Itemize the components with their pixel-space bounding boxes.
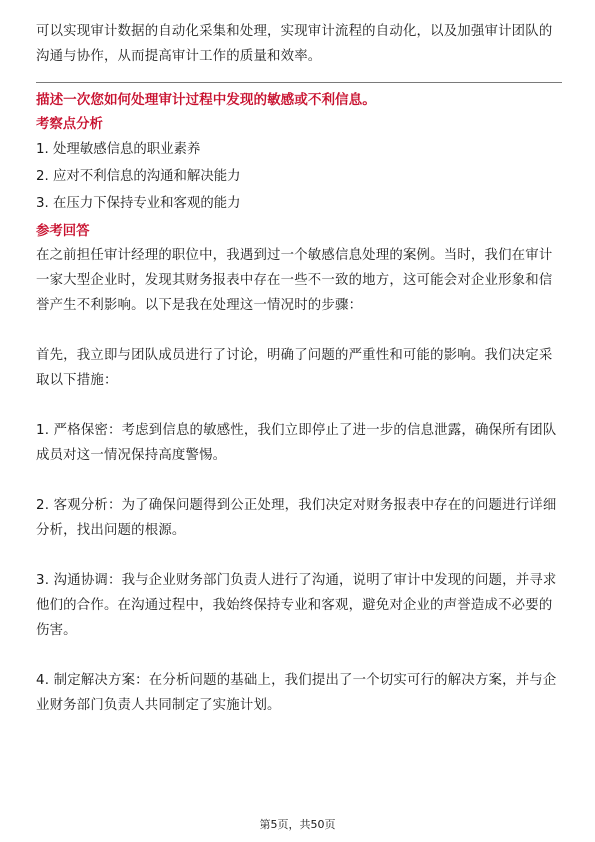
intro-paragraph: 可以实现审计数据的自动化采集和处理，实现审计流程的自动化，以及加强审计团队的沟通与协作，从而提高审计工作的质量和效率。 — [36, 24, 553, 64]
analysis-point: 3. 在压力下保持专业和客观的能力 — [36, 196, 241, 211]
question-title: 描述一次您如何处理审计过程中发现的敏感或不利信息。 — [36, 92, 376, 108]
answer-paragraph: 2. 客观分析：为了确保问题得到公正处理，我们决定对财务报表中存在的问题进行详细分析，找出问题的根源。 — [36, 498, 557, 538]
answer-heading: 参考回答 — [36, 224, 90, 239]
answer-paragraph: 4. 制定解决方案：在分析问题的基础上，我们提出了一个切实可行的解决方案，并与企业财务部门负责人共同制定了实施计划。 — [36, 673, 557, 713]
analysis-point: 1. 处理敏感信息的职业素养 — [36, 142, 201, 157]
analysis-points-list — [36, 136, 562, 217]
answer-paragraph: 在之前担任审计经理的职位中，我遇到过一个敏感信息处理的案例。当时，我们在审计一家大型企业时，发现其财务报表中存在一些不一致的地方，这可能会对企业形象和信誉产生不利影响。以下是我在处理这一情况时的步骤： — [36, 248, 553, 313]
section-divider — [36, 82, 562, 83]
page-content — [36, 19, 562, 718]
analysis-heading: 考察点分析 — [36, 117, 103, 132]
analysis-point: 2. 应对不利信息的沟通和解决能力 — [36, 169, 241, 184]
answer-paragraph: 3. 沟通协调：我与企业财务部门负责人进行了沟通，说明了审计中发现的问题，并寻求他们的合作。在沟通过程中，我始终保持专业和客观，避免对企业的声誉造成不必要的伤害。 — [36, 573, 557, 638]
answer-body — [36, 243, 562, 718]
answer-paragraph: 首先，我立即与团队成员进行了讨论，明确了问题的严重性和可能的影响。我们决定采取以下措施： — [36, 348, 553, 388]
answer-paragraph: 1. 严格保密：考虑到信息的敏感性，我们立即停止了进一步的信息泄露，确保所有团队成员对这一情况保持高度警惕。 — [36, 423, 557, 463]
page-number-footer: 第5页，共50页 — [259, 818, 336, 831]
